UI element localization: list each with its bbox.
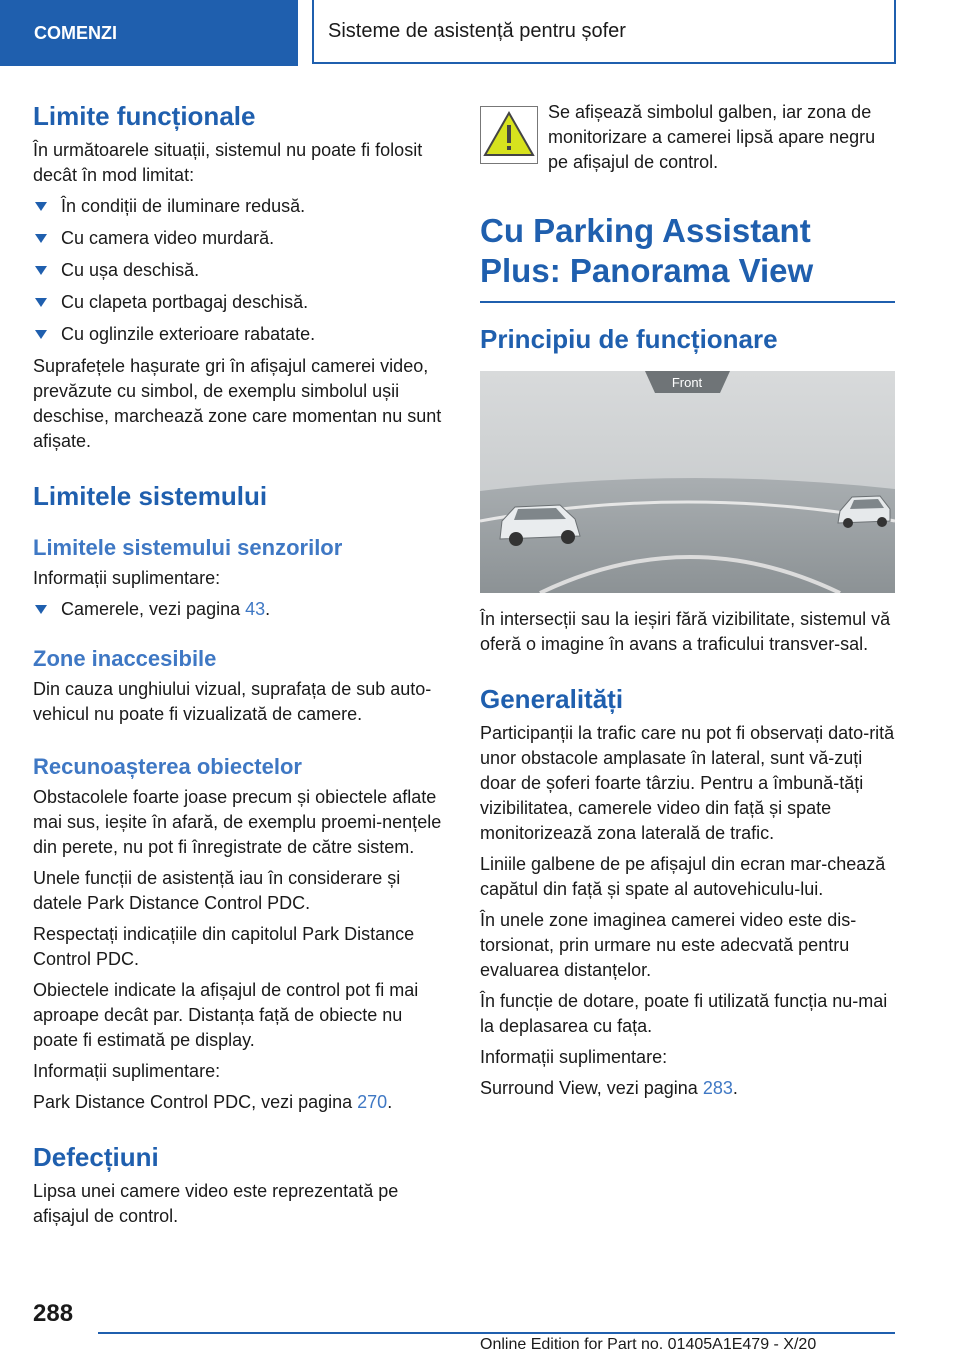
principle-paragraph: În intersecții sau la ieșiri fără vizibilitate, sistemul vă oferă o imagine în avans a traficului transver-sal. — [480, 609, 891, 654]
heading-system-limits: Limitele sistemului — [33, 481, 268, 511]
heading-inaccessible-zones: Zone inaccesibile — [33, 646, 217, 671]
right-column — [480, 100, 895, 1107]
heading-general: Generalități — [480, 684, 624, 714]
limits-list — [33, 194, 448, 347]
surfaces-paragraph: Suprafețele hașurate gri în afișajul camerei video, prevăzute cu simbol, de exemplu simbolul ușii deschise, marchează zone care momentan nu sunt afișate. — [33, 356, 442, 451]
info-label: Informații suplimentare: — [33, 1061, 221, 1081]
list-item: În condiții de iluminare redusă. — [33, 194, 448, 219]
warning-note — [480, 100, 895, 175]
edition-note: Online Edition for Part no. 01405A1E479 - X/20 — [480, 1336, 817, 1353]
heading-functional-limits: Limite funcționale — [33, 101, 256, 131]
inaccessible-paragraph: Din cauza unghiului vizual, suprafața de sub auto-vehicul nu poate fi vizualizată de camere. — [33, 679, 432, 724]
list-item: Camerele, vezi pagina 43. — [33, 597, 448, 622]
panorama-camera-image — [480, 371, 895, 593]
heading-defects: Defecțiuni — [33, 1142, 159, 1172]
camera-view-label: Front — [671, 375, 703, 390]
pdc-reference: Park Distance Control PDC, vezi pagina 270. — [33, 1092, 393, 1112]
heading-panorama-view: Cu Parking Assistant Plus: Panorama View — [480, 211, 895, 303]
heading-object-recognition: Recunoașterea obiectelor — [33, 754, 302, 779]
page-number: 288 — [33, 1300, 74, 1327]
heading-sensor-limits: Limitele sistemului senzorilor — [33, 535, 343, 560]
list-item: Cu camera video murdară. — [33, 226, 448, 251]
general-paragraph-1: Participanții la trafic care nu pot fi observați dato-rită unor obstacole amplasate în lateral, sunt vă-zuți doar de șoferi foarte târziu. Pentru a îmbună-tăți vizibilitatea, camerele video din față și spate monitorizează zona laterală de trafic. — [480, 723, 895, 843]
recognition-paragraph-4: Obiectele indicate la afișajul de control pot fi mai aproape decât par. Distanța față de obiecte nu poate fi estimată pe display. — [33, 980, 419, 1050]
page-link-283[interactable]: 283 — [702, 1078, 733, 1098]
list-item: Cu oglinzile exterioare rabatate. — [33, 322, 448, 347]
chapter-title: Sisteme de asistență pentru șofer — [312, 0, 896, 64]
footer-divider — [98, 1332, 895, 1334]
general-paragraph-4: În funcție de dotare, poate fi utilizată funcția nu-mai la deplasarea cu fața. — [480, 991, 888, 1036]
surround-reference: Surround View, vezi pagina 283. — [480, 1078, 738, 1098]
recognition-paragraph-2: Unele funcții de asistență iau în considerare și datele Park Distance Control PDC. — [33, 868, 401, 913]
camera-ref-list — [33, 597, 448, 622]
warning-text: Se afișează simbolul galben, iar zona de monitorizare a camerei lipsă apare negru pe afișajul de control. — [548, 102, 876, 172]
general-paragraph-2: Liniile galbene de pe afișajul din ecran mar-chează capătul din față și spate al autovehiculu-lui. — [480, 854, 886, 899]
left-column — [33, 100, 448, 1235]
general-paragraph-3: În unele zone imaginea camerei video este dis-torsionat, prin urmare nu este adecvată pentru evaluarea distanțelor. — [480, 910, 857, 980]
info-label: Informații suplimentare: — [480, 1047, 668, 1067]
section-tab: COMENZI — [0, 0, 298, 66]
recognition-paragraph-1: Obstacolele foarte joase precum și obiectele aflate mai sus, ieșite în afară, de exemplu proemi-nențele din perete, nu pot fi înregistrate de către sistem. — [33, 787, 442, 857]
warning-icon — [480, 106, 538, 164]
page-header — [0, 0, 960, 66]
list-item: Cu ușa deschisă. — [33, 258, 448, 283]
heading-operating-principle: Principiu de funcționare — [480, 324, 778, 354]
page-link-43[interactable]: 43 — [245, 599, 266, 619]
list-item: Cu clapeta portbagaj deschisă. — [33, 290, 448, 315]
recognition-paragraph-3: Respectați indicațiile din capitolul Park Distance Control PDC. — [33, 924, 415, 969]
limits-intro: În următoarele situații, sistemul nu poate fi folosit decât în mod limitat: — [33, 140, 423, 185]
defects-paragraph: Lipsa unei camere video este reprezentată pe afișajul de control. — [33, 1181, 399, 1226]
page-link-270[interactable]: 270 — [357, 1092, 388, 1112]
info-label: Informații suplimentare: — [33, 568, 221, 588]
